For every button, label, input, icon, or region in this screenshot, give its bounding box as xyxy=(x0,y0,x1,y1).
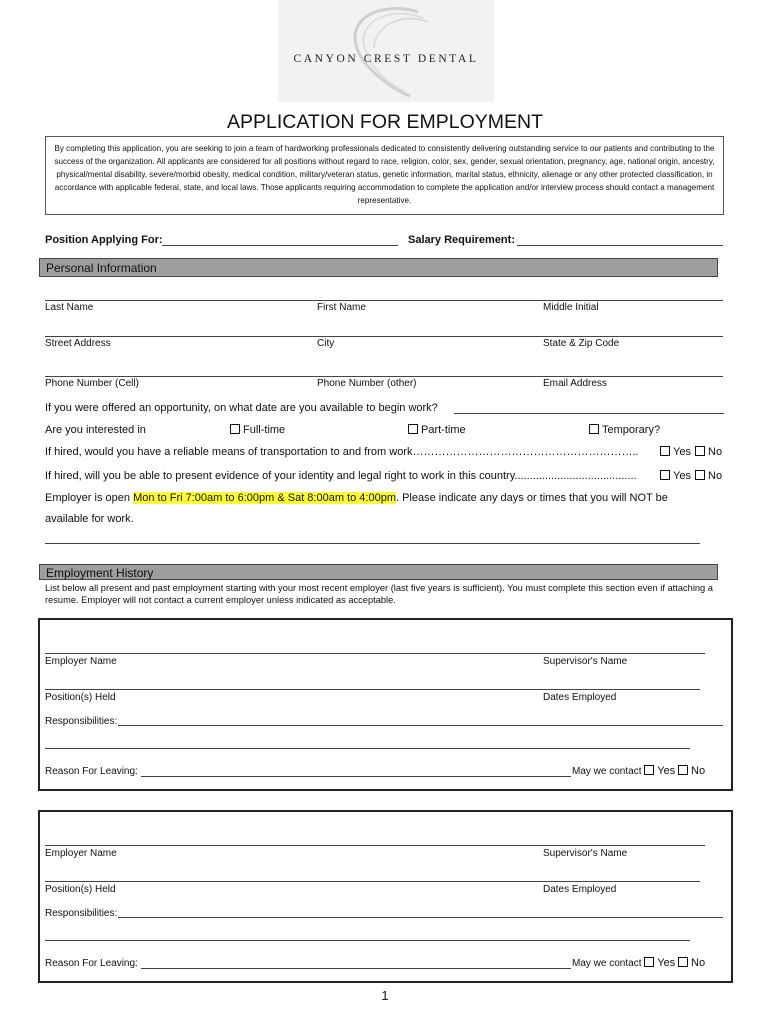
middle-initial-label: Middle Initial xyxy=(543,302,599,313)
employer-2-name-label: Employer Name xyxy=(45,848,117,859)
employer-2-reason-input[interactable] xyxy=(141,968,571,969)
hours-prefix: Employer is open xyxy=(45,492,130,504)
employer-1-contact-yes-label: Yes xyxy=(657,765,676,777)
employer-1-reason-input[interactable] xyxy=(141,776,571,777)
transport-no-checkbox[interactable] xyxy=(695,446,705,456)
fulltime-label: Full-time xyxy=(243,424,286,436)
first-name-label: First Name xyxy=(317,302,366,313)
employer-1-supervisor-label: Supervisor's Name xyxy=(543,656,628,667)
employer-2-reason-label: Reason For Leaving: xyxy=(45,958,138,969)
identity-no-label: No xyxy=(708,470,723,482)
identity-yes-label: Yes xyxy=(673,470,691,482)
state-zip-label: State & Zip Code xyxy=(543,338,620,349)
employment-history-header xyxy=(39,564,718,580)
employer-2-contact xyxy=(572,957,705,969)
employer-1-name-label: Employer Name xyxy=(45,656,117,667)
parttime-label: Part-time xyxy=(421,424,466,436)
logo-swirl-icon xyxy=(278,0,494,102)
transport-yes-checkbox[interactable] xyxy=(660,446,670,456)
employer-2-positions-label: Position(s) Held xyxy=(45,884,116,895)
salary-label: Salary Requirement: xyxy=(408,234,515,246)
employer-1-name-line[interactable] xyxy=(45,653,705,654)
availability-input-line[interactable] xyxy=(45,543,700,544)
personal-info-header xyxy=(39,258,718,277)
temporary-checkbox[interactable] xyxy=(589,424,599,434)
phone-other-label: Phone Number (other) xyxy=(317,378,417,389)
employer-2-contact-yes-checkbox[interactable] xyxy=(644,957,654,967)
employer-1-contact-yes-checkbox[interactable] xyxy=(644,765,654,775)
transport-yes-label: Yes xyxy=(673,446,691,458)
employer-2-contact-label: May we contact xyxy=(572,958,642,969)
identity-no[interactable] xyxy=(695,470,722,482)
identity-question: If hired, will you be able to present evidence of your identity and legal right to work in this country........................................ xyxy=(45,470,637,482)
phone-input-line[interactable] xyxy=(45,376,723,377)
start-date-input[interactable] xyxy=(454,413,724,414)
page-title: APPLICATION FOR EMPLOYMENT xyxy=(226,111,544,133)
start-date-question: If you were offered an opportunity, on what date are you available to begin work? xyxy=(45,402,438,414)
logo-text: CANYON CREST DENTAL xyxy=(293,53,479,65)
intro-text: By completing this application, you are seeking to join a team of hardworking professionals dedicated to consistently delivering outstanding service to our patients and contributing to the success of the organization. All applicants are considered for all positions without regard to race, religion, color, sex, gender, sexual orientation, pregnancy, age, national origin, ancestry, physical/mental disability, severe/morbid obesity, medical condition, military/veteran status, genetic information, marital status, ethnicity, alienage or any other protected classification, in accordance with applicable federal, state, and local laws. Those applicants requiring accommodation to complete the application and/or interview process should contact a management representative. xyxy=(54,144,715,205)
employer-2-position-line[interactable] xyxy=(45,881,700,882)
temporary-label: Temporary? xyxy=(602,424,661,436)
employer-2-supervisor-label: Supervisor's Name xyxy=(543,848,628,859)
employment-history-heading: Employment History xyxy=(46,566,154,580)
parttime-checkbox[interactable] xyxy=(408,424,418,434)
employer-2-responsibilities-label: Responsibilities: xyxy=(45,908,118,919)
employer-1-responsibilities-input[interactable] xyxy=(118,725,723,726)
address-input-line[interactable] xyxy=(45,336,723,337)
employer-1-contact xyxy=(572,765,705,777)
transport-no-label: No xyxy=(708,446,723,458)
employer-2-contact-no-checkbox[interactable] xyxy=(678,957,688,967)
employer-1-contact-no-checkbox[interactable] xyxy=(678,765,688,775)
hours-statement xyxy=(45,492,668,504)
employer-1-positions-label: Position(s) Held xyxy=(45,692,116,703)
employer-2-contact-no-label: No xyxy=(691,957,706,969)
employer-2-responsibilities-input[interactable] xyxy=(118,917,723,918)
parttime-option[interactable] xyxy=(408,424,466,436)
phone-cell-label: Phone Number (Cell) xyxy=(45,378,139,389)
email-label: Email Address xyxy=(543,378,607,389)
salary-input[interactable] xyxy=(517,245,723,246)
name-input-line[interactable] xyxy=(45,300,723,301)
hours-suffix: . Please indicate any days or times that you will NOT be xyxy=(395,492,668,504)
temporary-option[interactable] xyxy=(589,424,660,436)
employer-1-responsibilities-line2[interactable] xyxy=(45,748,690,749)
hours-line2: available for work. xyxy=(45,513,134,525)
employer-1-responsibilities-label: Responsibilities: xyxy=(45,716,118,727)
employer-1-position-line[interactable] xyxy=(45,689,700,690)
employer-2-name-line[interactable] xyxy=(45,845,705,846)
position-label: Position Applying For: xyxy=(45,234,163,246)
identity-yes-checkbox[interactable] xyxy=(660,470,670,480)
page-number: 1 xyxy=(381,988,389,1003)
city-label: City xyxy=(317,338,335,349)
employer-2-dates-label: Dates Employed xyxy=(543,884,617,895)
hours-highlight: Mon to Fri 7:00am to 6:00pm & Sat 8:00am to 4:00pm xyxy=(133,492,396,504)
identity-yes[interactable] xyxy=(660,470,691,482)
employer-1-contact-label: May we contact xyxy=(572,766,642,777)
employer-1-reason-label: Reason For Leaving: xyxy=(45,766,138,777)
transport-no[interactable] xyxy=(695,446,722,458)
last-name-label: Last Name xyxy=(45,302,94,313)
street-label: Street Address xyxy=(45,338,111,349)
interest-question: Are you interested in xyxy=(45,424,146,436)
employer-1-dates-label: Dates Employed xyxy=(543,692,617,703)
fulltime-checkbox[interactable] xyxy=(230,424,240,434)
company-logo xyxy=(278,0,494,102)
fulltime-option[interactable] xyxy=(230,424,285,436)
transport-yes[interactable] xyxy=(660,446,691,458)
employment-instructions: List below all present and past employment starting with your most recent employer (last five years is sufficient). You must complete this section even if attaching a resume. Employer will not contact a current employer unless indicated as acceptable. xyxy=(45,583,713,605)
personal-info-heading: Personal Information xyxy=(46,261,157,275)
employer-2-responsibilities-line2[interactable] xyxy=(45,940,690,941)
employer-2-contact-yes-label: Yes xyxy=(657,957,676,969)
employer-1-contact-no-label: No xyxy=(691,765,706,777)
identity-no-checkbox[interactable] xyxy=(695,470,705,480)
position-input[interactable] xyxy=(162,245,398,246)
transport-question: If hired, would you have a reliable means of transportation to and from work…………………………………………………….. xyxy=(45,446,639,458)
intro-box xyxy=(45,136,724,215)
